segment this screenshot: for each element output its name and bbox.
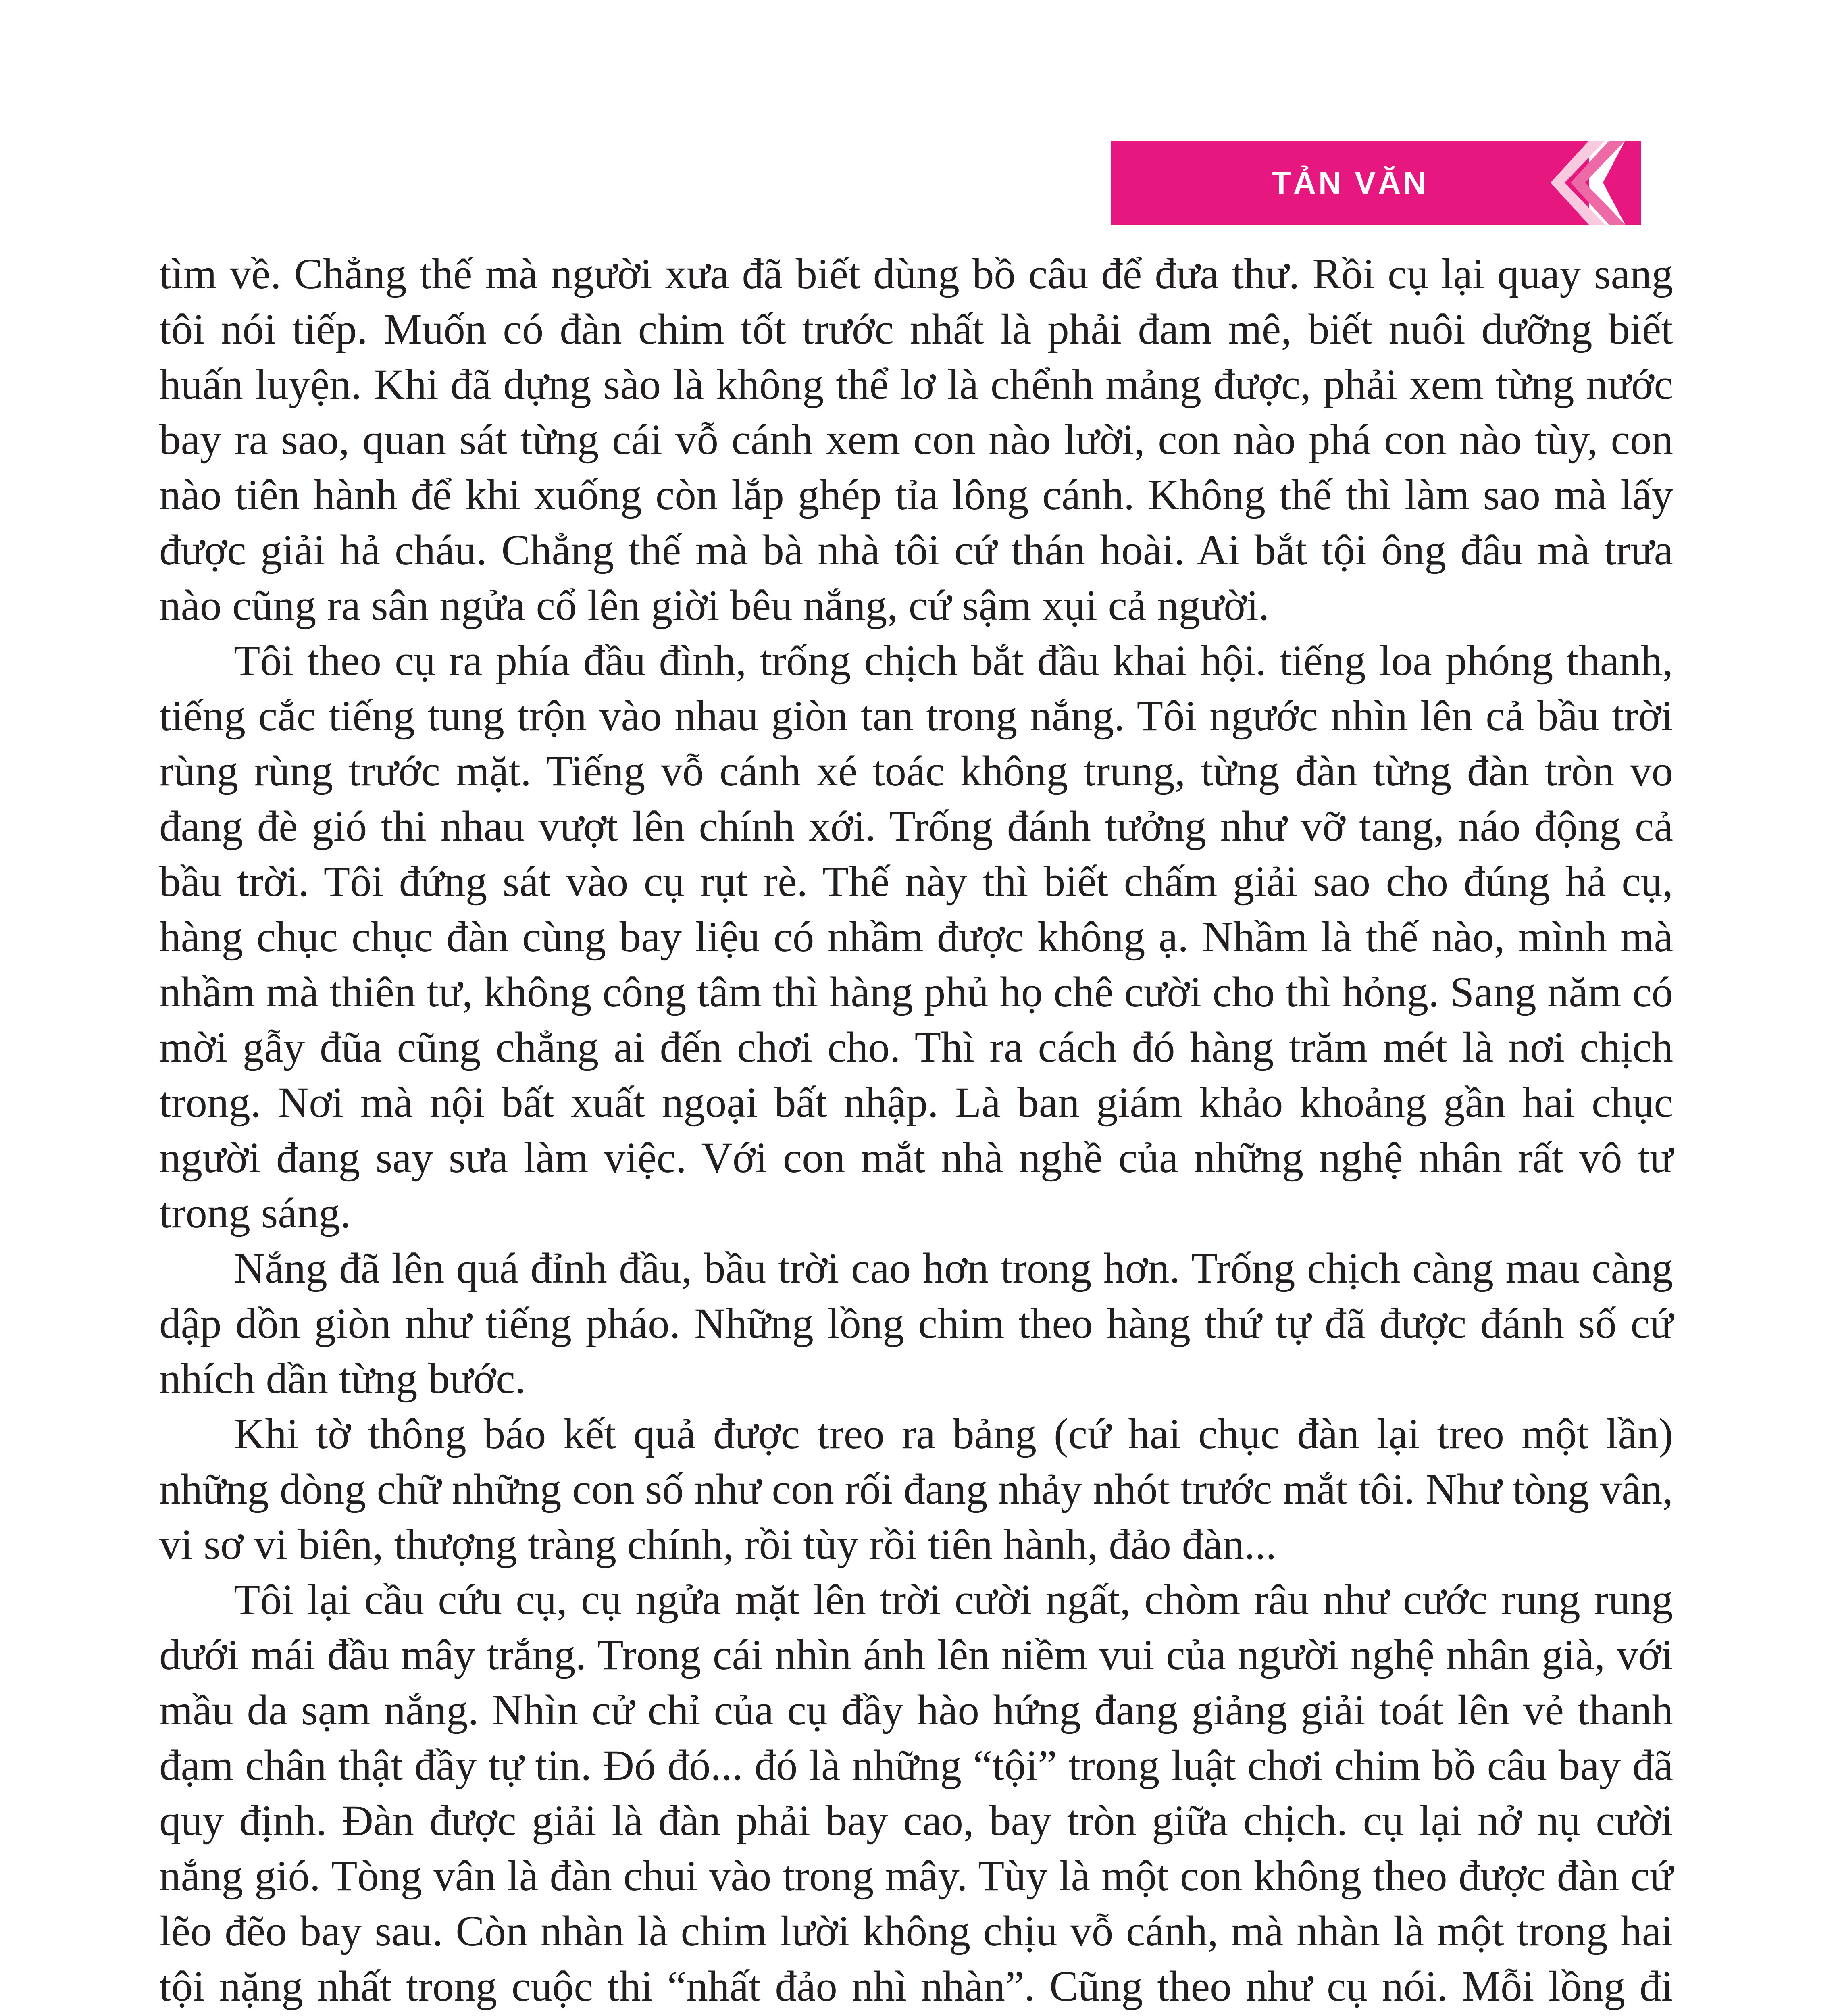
- article-paragraph: tìm về. Chẳng thế mà người xưa đã biết dùng bồ câu để đưa thư. Rồi cụ lại quay sang tôi nói tiếp. Muốn có đàn chim tốt trước nhất là phải đam mê, biết nuôi dưỡng biết huấn luyện. Khi đã dựng sào là không thể lơ là chểnh mảng được, phải xem từng nước bay ra sao, quan sát từng cái vỗ cánh xem con nào lười, con nào phá con nào tùy, con nào tiên hành để khi xuống còn lắp ghép tỉa lông cánh. Không thế thì làm sao mà lấy được giải hả cháu. Chẳng thế mà bà nhà tôi cứ thán hoài. Ai bắt tội ông đâu mà trưa nào cũng ra sân ngửa cổ lên giời bêu nắng, cứ sậm xụi cả người.: [159, 250, 1673, 629]
- section-label: TẢN VĂN: [1272, 165, 1428, 200]
- chevron-arrows-icon: [1551, 141, 1641, 225]
- article-paragraph: Tôi lại cầu cứu cụ, cụ ngửa mặt lên trời cười ngất, chòm râu như cước rung rung dưới mái đầu mây trắng. Trong cái nhìn ánh lên niềm vui của người nghệ nhân già, với mầu da sạm nắng. Nhìn cử chỉ của cụ đầy hào hứng đang giảng giải toát lên vẻ thanh đạm chân thật đầy tự tin. Đó đó... đó là những “tội” trong luật chơi chim bồ câu bay đã quy định. Đàn được giải là đàn phải bay cao, bay tròn giữa chịch. cụ lại nở nụ cười nắng gió. Tòng vân là đàn chui vào trong mây. Tùy là một con không theo được đàn cứ lẽo đẽo bay sau. Còn nhàn là chim lười không chịu vỗ cánh, mà nhàn là một trong hai tội nặng nhất trong cuộc thi “nhất đảo nhì nhàn”. Cũng theo như cụ nói. Mỗi lồng đi: [159, 1576, 1673, 2010]
- article-body: [159, 247, 1673, 2016]
- article-paragraph: Nắng đã lên quá đỉnh đầu, bầu trời cao hơn trong hơn. Trống chịch càng mau càng dập dồn giòn như tiếng pháo. Những lồng chim theo hàng thứ tự đã được đánh số cứ nhích dần từng bước.: [159, 1245, 1673, 1403]
- section-tag: [1111, 141, 1641, 225]
- article-paragraph: Khi tờ thông báo kết quả được treo ra bảng (cứ hai chục đàn lại treo một lần) những dòng chữ những con số như con rối đang nhảy nhót trước mắt tôi. Như tòng vân, vi sơ vi biên, thượng tràng chính, rồi tùy rồi tiên hành, đảo đàn...: [159, 1410, 1673, 1568]
- article-paragraph: Tôi theo cụ ra phía đầu đình, trống chịch bắt đầu khai hội. tiếng loa phóng thanh, tiếng cắc tiếng tung trộn vào nhau giòn tan trong nắng. Tôi ngước nhìn lên cả bầu trời rùng rùng trước mặt. Tiếng vỗ cánh xé toác không trung, từng đàn từng đàn tròn vo đang đè gió thi nhau vượt lên chính xới. Trống đánh tưởng như vỡ tang, náo động cả bầu trời. Tôi đứng sát vào cụ rụt rè. Thế này thì biết chấm giải sao cho đúng hả cụ, hàng chục chục đàn cùng bay liệu có nhầm được không ạ. Nhầm là thế nào, mình mà nhầm mà thiên tư, không công tâm thì hàng phủ họ chê cười cho thì hỏng. Sang năm có mời gẫy đũa cũng chẳng ai đến chơi cho. Thì ra cách đó hàng trăm mét là nơi chịch trong. Nơi mà nội bất xuất ngoại bất nhập. Là ban giám khảo khoảng gần hai chục người đang say sưa làm việc. Với con mắt nhà nghề của những nghệ nhân rất vô tư trong sáng.: [159, 637, 1673, 1237]
